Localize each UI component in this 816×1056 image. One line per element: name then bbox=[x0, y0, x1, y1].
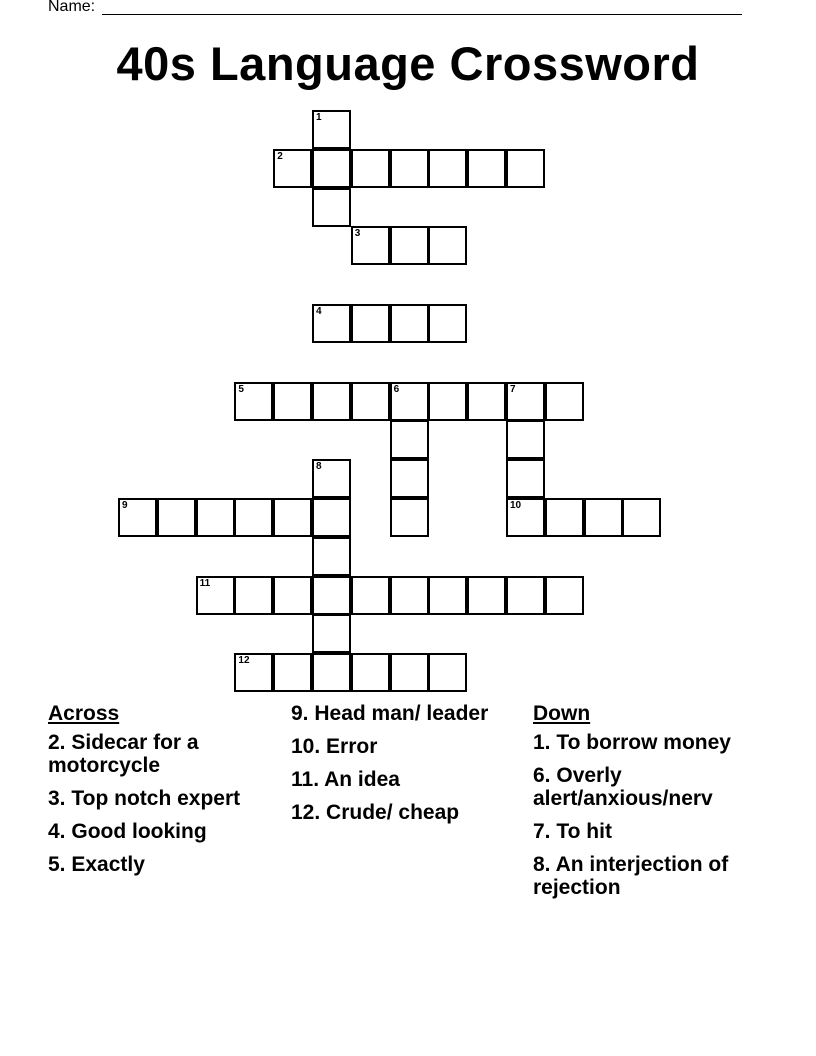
crossword-cell[interactable] bbox=[273, 382, 312, 421]
crossword-cell[interactable] bbox=[312, 149, 351, 188]
down-clues-column bbox=[533, 702, 803, 909]
crossword-cell[interactable] bbox=[506, 420, 545, 459]
crossword-cell[interactable] bbox=[273, 653, 312, 692]
crossword-cell[interactable] bbox=[234, 653, 273, 692]
crossword-cell[interactable] bbox=[312, 614, 351, 653]
crossword-cell[interactable] bbox=[390, 498, 429, 537]
crossword-cell[interactable] bbox=[545, 498, 584, 537]
crossword-cell[interactable] bbox=[390, 576, 429, 615]
crossword-cell[interactable] bbox=[273, 149, 312, 188]
crossword-cell[interactable] bbox=[196, 498, 235, 537]
crossword-cell[interactable] bbox=[351, 382, 390, 421]
crossword-cell[interactable] bbox=[428, 576, 467, 615]
crossword-cell[interactable] bbox=[390, 653, 429, 692]
down-heading: Down bbox=[533, 702, 591, 725]
crossword-cell[interactable] bbox=[312, 110, 351, 149]
clue-across-4: 4. Good looking bbox=[48, 820, 207, 843]
crossword-cell[interactable] bbox=[428, 149, 467, 188]
crossword-cell[interactable] bbox=[390, 149, 429, 188]
crossword-cell[interactable] bbox=[467, 576, 506, 615]
clue-down-1: 1. To borrow money bbox=[533, 731, 731, 754]
crossword-cell[interactable] bbox=[390, 226, 429, 265]
clue-number: 6 bbox=[393, 383, 400, 395]
crossword-cell[interactable] bbox=[118, 498, 157, 537]
crossword-cell[interactable] bbox=[390, 459, 429, 498]
crossword-cell[interactable] bbox=[506, 382, 545, 421]
crossword-cell[interactable] bbox=[312, 653, 351, 692]
crossword-cell[interactable] bbox=[196, 576, 235, 615]
clue-number: 8 bbox=[316, 461, 322, 473]
across-heading: Across bbox=[48, 702, 120, 725]
crossword-cell[interactable] bbox=[506, 459, 545, 498]
crossword-cell[interactable] bbox=[428, 226, 467, 265]
clue-number: 9 bbox=[122, 500, 128, 511]
clue-number: 10 bbox=[510, 500, 522, 511]
crossword-cell[interactable] bbox=[506, 149, 545, 188]
crossword-cell[interactable] bbox=[273, 576, 312, 615]
crossword-cell[interactable] bbox=[234, 498, 273, 537]
clue-number: 7 bbox=[510, 383, 516, 395]
crossword-cell[interactable] bbox=[234, 576, 273, 615]
across-clues-column-continued bbox=[291, 702, 521, 834]
clue-number: 4 bbox=[316, 306, 322, 317]
crossword-cell[interactable] bbox=[428, 304, 467, 343]
clue-across-10: 10. Error bbox=[291, 735, 378, 758]
crossword-cell[interactable] bbox=[467, 382, 506, 421]
clue-number: 1 bbox=[316, 112, 322, 123]
clue-across-5: 5. Exactly bbox=[48, 853, 145, 876]
crossword-cell[interactable] bbox=[351, 653, 390, 692]
crossword-cell[interactable] bbox=[467, 149, 506, 188]
clue-number: 11 bbox=[199, 577, 211, 589]
clue-across-9: 9. Head man/ leader bbox=[291, 702, 489, 725]
crossword-cell[interactable] bbox=[273, 498, 312, 537]
crossword-cell[interactable] bbox=[312, 188, 351, 227]
clue-down-7: 7. To hit bbox=[533, 820, 612, 843]
crossword-cell[interactable] bbox=[390, 382, 429, 421]
crossword-cell[interactable] bbox=[312, 537, 351, 576]
crossword-cell[interactable] bbox=[428, 382, 467, 421]
across-clues-column bbox=[48, 702, 278, 886]
crossword-cell[interactable] bbox=[351, 304, 390, 343]
crossword-cell[interactable] bbox=[312, 304, 351, 343]
crossword-cell[interactable] bbox=[545, 576, 584, 615]
clue-across-2: 2. Sidecar for a motorcycle bbox=[48, 731, 199, 777]
clue-down-8: 8. An interjection of rejection bbox=[533, 853, 729, 899]
crossword-cell[interactable] bbox=[428, 653, 467, 692]
crossword-cell[interactable] bbox=[234, 382, 273, 421]
crossword-cell[interactable] bbox=[351, 149, 390, 188]
crossword-cell[interactable] bbox=[506, 576, 545, 615]
clue-across-3: 3. Top notch expert bbox=[48, 787, 241, 810]
clue-down-6: 6. Overly alert/anxious/nerv bbox=[533, 764, 713, 810]
clue-across-11: 11. An idea bbox=[291, 768, 400, 791]
crossword-cell[interactable] bbox=[584, 498, 623, 537]
clue-across-12: 12. Crude/ cheap bbox=[291, 801, 460, 824]
clue-number: 5 bbox=[238, 383, 244, 395]
page-title: 40s Language Crossword bbox=[116, 37, 700, 90]
crossword-cell[interactable] bbox=[157, 498, 196, 537]
crossword-cell[interactable] bbox=[622, 498, 661, 537]
clue-number: 3 bbox=[354, 228, 361, 240]
clue-number: 12 bbox=[238, 655, 250, 667]
clue-number: 2 bbox=[277, 150, 283, 162]
crossword-cell[interactable] bbox=[390, 420, 429, 459]
crossword-cell[interactable] bbox=[312, 459, 351, 498]
crossword-cell[interactable] bbox=[390, 304, 429, 343]
crossword-cell[interactable] bbox=[312, 498, 351, 537]
crossword-cell[interactable] bbox=[351, 576, 390, 615]
crossword-cell[interactable] bbox=[506, 498, 545, 537]
crossword-cell[interactable] bbox=[351, 226, 390, 265]
crossword-cell[interactable] bbox=[312, 382, 351, 421]
crossword-cell[interactable] bbox=[545, 382, 584, 421]
crossword-cell[interactable] bbox=[312, 576, 351, 615]
name-label: Name: bbox=[48, 0, 96, 15]
